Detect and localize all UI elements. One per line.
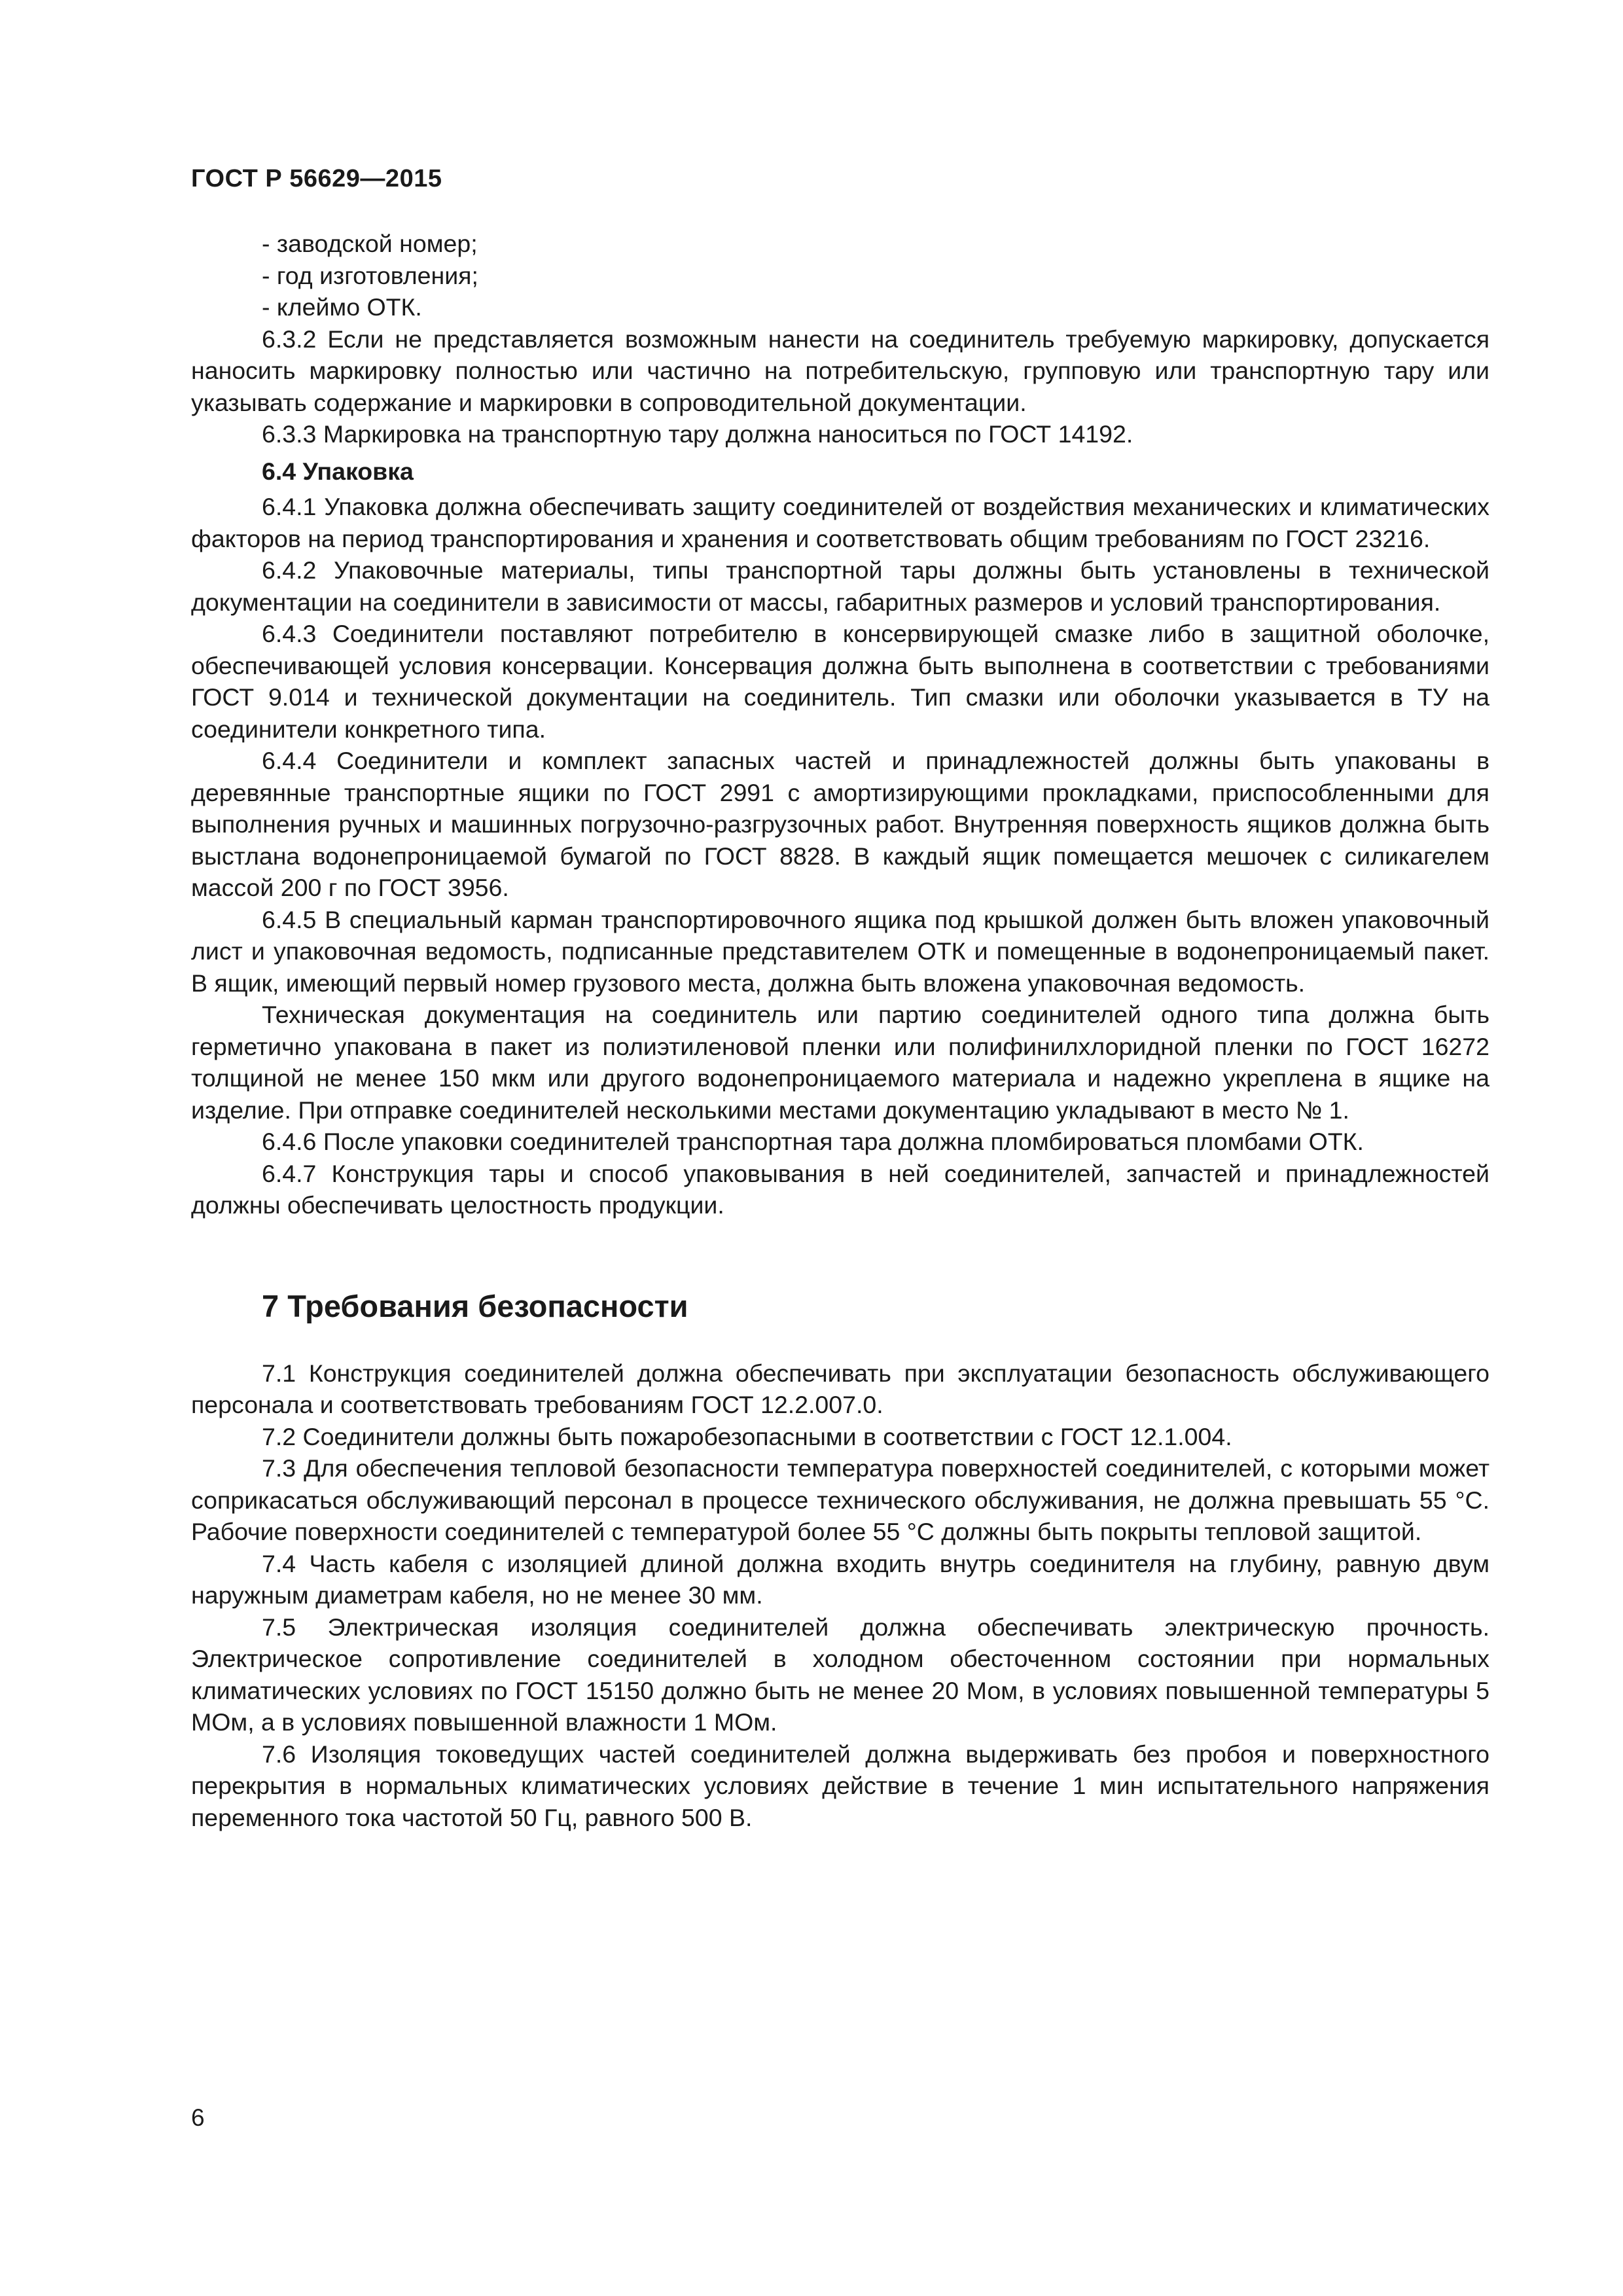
document-body — [191, 228, 1489, 1833]
paragraph-7-2: 7.2 Соединители должны быть пожаробезопасными в соответствии с ГОСТ 12.1.004. — [262, 1422, 1232, 1450]
paragraph-6-4-6: 6.4.6 После упаковки соединителей транспортная тара должна пломбироваться пломбами ОТК. — [262, 1128, 1364, 1155]
paragraph-tech-doc: Техническая документация на соединитель или партию соединителей одного типа должна быть герметично упакована в пакет из полиэтиленовой пленки или полифинилхлоридной пленки по ГОСТ 16272 толщиной не менее 150 мкм или другого водонепроницаемого материала и надежно укреплена в ящике на изделие. При отправке соединителей несколькими местами документацию укладывают в место № 1. — [191, 1001, 1489, 1124]
paragraph-6-4-7: 6.4.7 Конструкция тары и способ упаковывания в ней соединителей, запчастей и принадлежностей должны обеспечивать целостность продукции. — [191, 1159, 1489, 1219]
paragraph-6-4-2: 6.4.2 Упаковочные материалы, типы транспортной тары должны быть установлены в технической документации на соединители в зависимости от массы, габаритных размеров и условий транспортирования. — [191, 556, 1489, 616]
list-item: - клеймо ОТК. — [262, 293, 422, 321]
list-item: - год изготовления; — [262, 261, 478, 289]
page-number: 6 — [191, 2104, 205, 2131]
section-heading-7: 7 Требования безопасности — [262, 1288, 688, 1323]
paragraph-7-6: 7.6 Изоляция токоведущих частей соединителей должна выдерживать без пробоя и поверхностного перекрытия в нормальных климатических условиях действие в течение 1 мин испытательного напряжения переменного тока частотой 50 Гц, равного 500 В. — [191, 1740, 1489, 1831]
paragraph-6-4-1: 6.4.1 Упаковка должна обеспечивать защиту соединителей от воздействия механических и климатических факторов на период транспортирования и хранения и соответствовать общим требованиям по ГОСТ 23216. — [191, 493, 1489, 552]
document-header: ГОСТ Р 56629—2015 — [191, 165, 442, 192]
paragraph-6-4-5: 6.4.5 В специальный карман транспортировочного ящика под крышкой должен быть вложен упаковочный лист и упаковочная ведомость, подписанные представителем ОТК и помещенные в водонепроницаемый пакет. В ящик, имеющий первый номер грузового места, должна быть вложена упаковочная ведомость. — [191, 905, 1489, 997]
subsection-heading-6-4: 6.4 Упаковка — [262, 457, 414, 485]
list-item: - заводской номер; — [262, 230, 478, 257]
paragraph-7-1: 7.1 Конструкция соединителей должна обеспечивать при эксплуатации безопасность обслуживающего персонала и соответствовать требованиям ГОСТ 12.2.007.0. — [191, 1359, 1489, 1418]
paragraph-6-3-2: 6.3.2 Если не представляется возможным нанести на соединитель требуемую маркировку, допускается наносить маркировку полностью или частично на потребительскую, групповую или транспортную тару или указывать содержание и маркировки в сопроводительной документации. — [191, 325, 1489, 416]
paragraph-6-3-3: 6.3.3 Маркировка на транспортную тару должна наноситься по ГОСТ 14192. — [262, 420, 1133, 448]
paragraph-6-4-3: 6.4.3 Соединители поставляют потребителю в консервирующей смазке либо в защитной оболочке, обеспечивающей условия консервации. Консервация должна быть выполнена в соответствии с требованиями ГОСТ 9.014 и технической документации на соединитель. Тип смазки или оболочки указывается в ТУ на соединители конкретного типа. — [191, 620, 1489, 743]
paragraph-7-5: 7.5 Электрическая изоляция соединителей должна обеспечивать электрическую прочность. Электрическое сопротивление соединителей в холодном обесточенном состоянии при нормальных климатических условиях по ГОСТ 15150 должно быть не менее 20 Мом, в условиях повышенной температуры 5 МОм, а в условиях повышенной влажности 1 МОм. — [191, 1613, 1489, 1736]
paragraph-7-3: 7.3 Для обеспечения тепловой безопасности температура поверхностей соединителей, с которыми может соприкасаться обслуживающий персонал в процессе технического обслуживания, не должна превышать 55 °С. Рабочие поверхности соединителей с температурой более 55 °С должны быть покрыты тепловой защитой. — [191, 1454, 1489, 1545]
paragraph-6-4-4: 6.4.4 Соединители и комплект запасных частей и принадлежностей должны быть упакованы в деревянные транспортные ящики по ГОСТ 2991 с амортизирующими прокладками, приспособленными для выполнения ручных и машинных погрузочно-разгрузочных работ. Внутренняя поверхность ящиков должна быть выстлана водонепроницаемой бумагой по ГОСТ 8828. В каждый ящик помещается мешочек с силикагелем массой 200 г по ГОСТ 3956. — [191, 747, 1489, 901]
paragraph-7-4: 7.4 Часть кабеля с изоляцией длиной должна входить внутрь соединителя на глубину, равную двум наружным диаметрам кабеля, но не менее 30 мм. — [191, 1549, 1489, 1609]
